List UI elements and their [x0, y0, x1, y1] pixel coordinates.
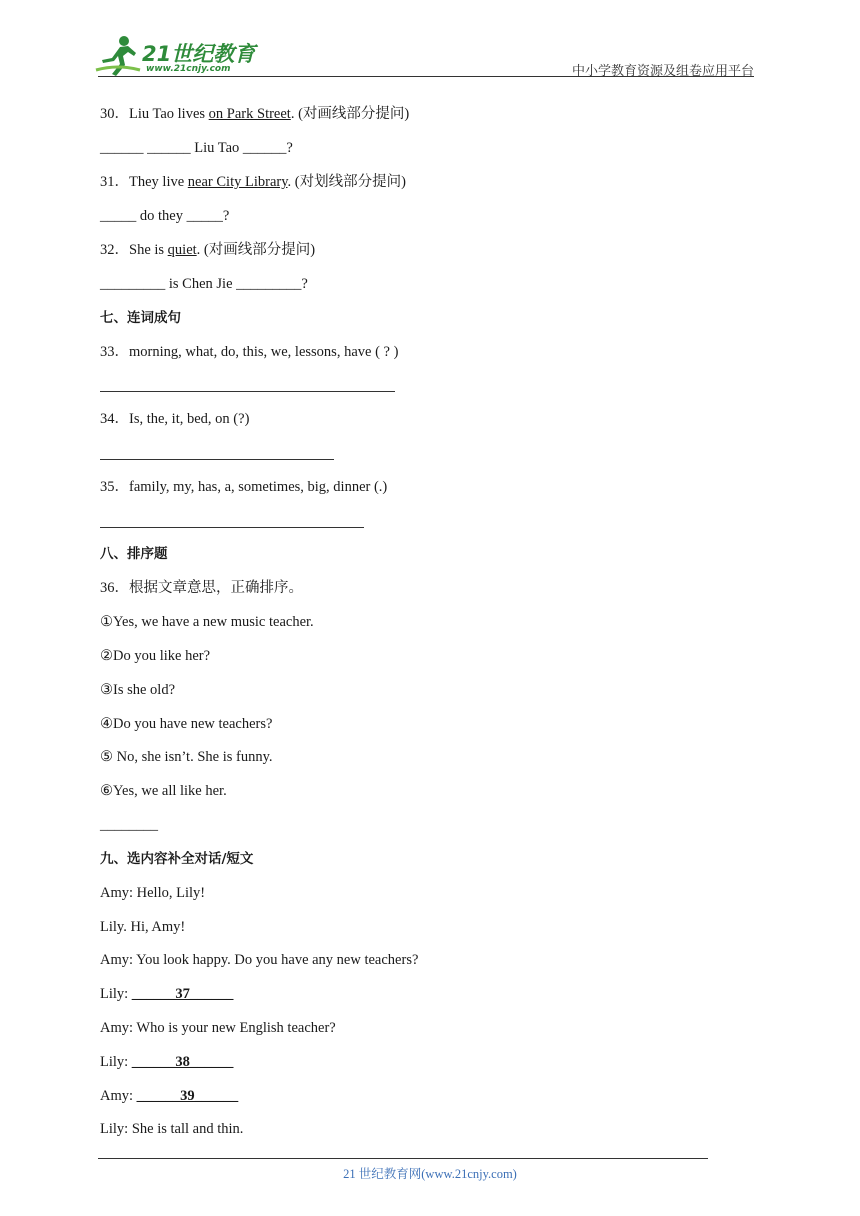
section-8-heading: 八、排序题	[100, 546, 168, 562]
sentence-5: ⑤ No, she isn’t. She is funny.	[100, 749, 273, 765]
blank-39: ______39______	[136, 1088, 239, 1104]
question-36: 36．根据文章意思，正确排序。	[100, 580, 303, 596]
dialogue-line-1: Amy: Hello, Lily!	[100, 885, 206, 901]
question-30: 30．Liu Tao lives on Park Street. (对画线部分提问)	[100, 106, 410, 122]
answer-line-35	[100, 527, 364, 528]
answer-line-34	[100, 459, 334, 460]
section-9-heading: 九、选内容补全对话/短文	[100, 851, 254, 867]
question-32: 32．She is quiet. (对画线部分提问)	[100, 242, 316, 258]
section-7-heading: 七、连词成句	[100, 310, 181, 326]
logo-url: www.21cnjy.com	[146, 64, 231, 74]
dialogue-line-3: Amy: You look happy. Do you have any new teachers?	[100, 952, 419, 968]
question-34: 34．Is, the, it, bed, on (?)	[100, 411, 250, 427]
blank-38: ______38______	[131, 1054, 234, 1070]
running-figure-icon	[94, 34, 142, 78]
logo-text: 21世纪教育	[142, 42, 256, 66]
sentence-1: ①Yes, we have a new music teacher.	[100, 614, 314, 630]
dialogue-line-4: Lily: ______37______	[100, 986, 234, 1002]
sentence-4: ④Do you have new teachers?	[100, 716, 273, 732]
dialogue-line-6: Lily: ______38______	[100, 1054, 234, 1070]
site-logo	[94, 34, 264, 78]
question-31: 31．They live near City Library. (对划线部分提问)	[100, 174, 406, 190]
dialogue-line-7: Amy: ______39______	[100, 1088, 239, 1104]
page-header	[0, 0, 860, 90]
dialogue-line-2: Lily. Hi, Amy!	[100, 919, 186, 935]
answer-32: _________ is Chen Jie _________?	[100, 276, 308, 292]
dialogue-line-5: Amy: Who is your new English teacher?	[100, 1020, 336, 1036]
answer-31: _____ do they _____?	[100, 208, 230, 224]
answer-30: ______ ______ Liu Tao ______?	[100, 140, 293, 156]
page-footer: 21 世纪教育网(www.21cnjy.com)	[343, 1167, 517, 1181]
sentence-2: ②Do you like her?	[100, 648, 211, 664]
header-divider	[98, 76, 754, 77]
dialogue-line-8: Lily: She is tall and thin.	[100, 1121, 244, 1137]
question-33: 33．morning, what, do, this, we, lessons, have ( ? )	[100, 344, 399, 360]
header-platform-text: 中小学教育资源及组卷应用平台	[571, 64, 754, 79]
blank-37: ______37______	[131, 986, 234, 1002]
sentence-3: ③Is she old?	[100, 682, 176, 698]
answer-36: ________	[100, 817, 158, 833]
answer-line-33	[100, 391, 395, 392]
question-35: 35．family, my, has, a, sometimes, big, dinner (.)	[100, 479, 388, 495]
sentence-6: ⑥Yes, we all like her.	[100, 783, 227, 799]
footer-divider	[98, 1158, 708, 1159]
